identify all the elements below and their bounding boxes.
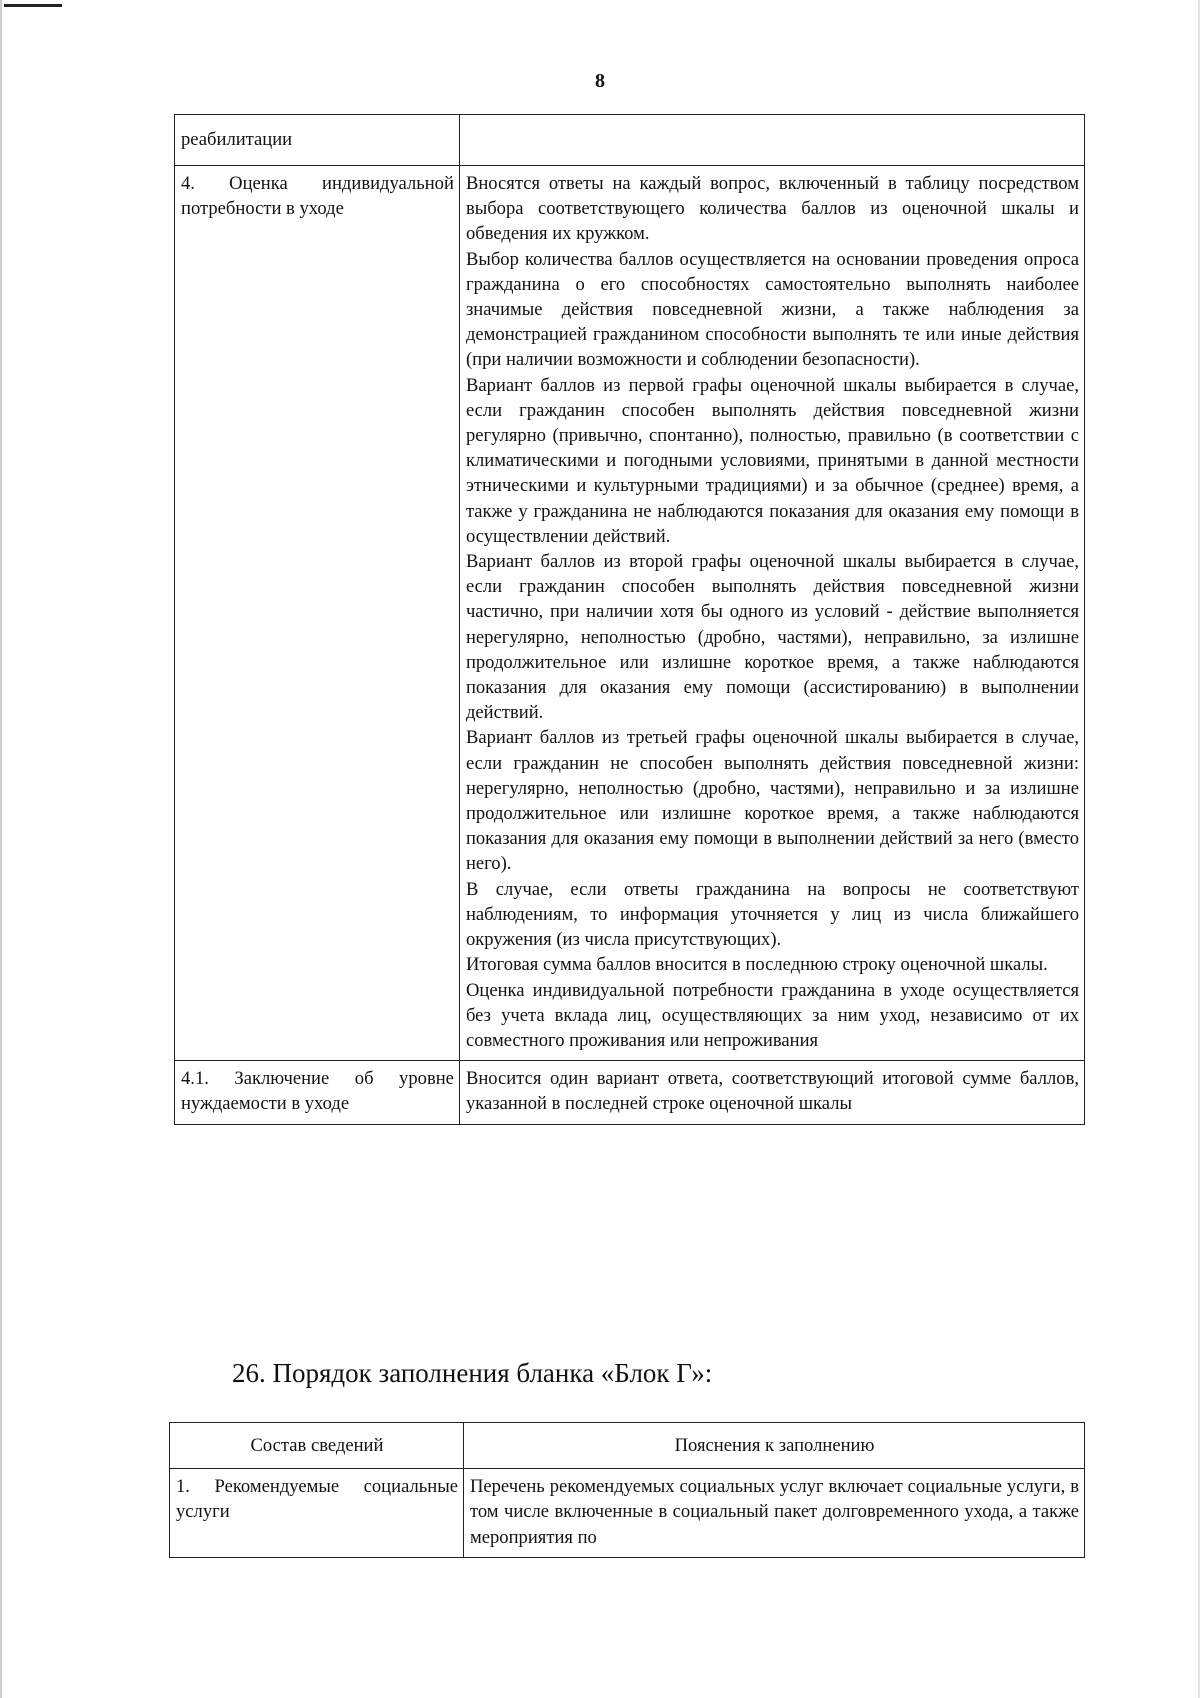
row-label-care-need-conclusion: 4.1. Заключение об уровне нуждаемости в уходе xyxy=(175,1061,460,1124)
table-row xyxy=(175,115,1085,166)
column-header-contents: Состав сведений xyxy=(170,1423,464,1469)
paragraph: Итоговая сумма баллов вносится в последнюю строку оценочной шкалы. xyxy=(465,954,1048,976)
row-explanation-empty xyxy=(459,115,1084,166)
column-header-explanations: Пояснения к заполнению xyxy=(463,1423,1084,1469)
paragraph: Вносятся ответы на каждый вопрос, включенный в таблицу посредством выбора соответствующего количества баллов из оценочной шкалы и обведения их кружком. xyxy=(465,173,1079,245)
paragraph: Вариант баллов из третьей графы оценочной шкалы выбирается в случае, если гражданин не способен выполнять действия повседневной жизни: нерегулярно, неполностью (дробно, частями), неправильно и за излишне продолжительное или излишне короткое время, а также наблюдаются показания для оказания ему помощи в выполнении действий за него (вместо него). xyxy=(465,727,1079,875)
table-row xyxy=(170,1469,1085,1558)
table-header-row xyxy=(170,1423,1085,1469)
table-row xyxy=(175,166,1085,1061)
table-block-v-continuation xyxy=(174,114,1085,1125)
row-label-recommended-services: 1. Рекомендуемые социальные услуги xyxy=(170,1469,464,1558)
paragraph: Выбор количества баллов осуществляется на основании проведения опроса гражданина о его способностях самостоятельно выполнять наиболее значимые действия повседневной жизни, а также наблюдения за демонстрацией гражданином способности выполнять те или иные действия (при наличии возможности и соблюдении безопасности). xyxy=(465,248,1079,371)
row-explanation-recommended-services xyxy=(463,1469,1084,1558)
paragraph: Вносится один вариант ответа, соответствующий итоговой сумме баллов, указанной в последней строке оценочной шкалы xyxy=(465,1068,1079,1115)
row-label-care-need-assessment: 4. Оценка индивидуальной потребности в уходе xyxy=(175,166,460,1061)
section-heading: 26. Порядок заполнения бланка «Блок Г»: xyxy=(232,1358,713,1388)
paragraph: В случае, если ответы гражданина на вопросы не соответствуют наблюдениям, то информация уточняется у лиц из числа ближайшего окружения (из числа присутствующих). xyxy=(465,878,1079,951)
paragraph: Перечень рекомендуемых социальных услуг включает социальные услуги, в том числе включенные в социальный пакет долговременного ухода, а также мероприятия по xyxy=(469,1476,1079,1548)
table-row xyxy=(175,1061,1085,1124)
paragraph: Оценка индивидуальной потребности гражданина в уходе осуществляется без учета вклада лиц, осуществляющих за ним уход, независимо от их совместного проживания или непроживания xyxy=(465,979,1079,1051)
table-block-g xyxy=(169,1422,1085,1558)
paragraph: Вариант баллов из второй графы оценочной шкалы выбирается в случае, если гражданин способен выполнять действия повседневной жизни частично, при наличии хотя бы одного из условий - действие выполняется нерегулярно, неполностью (дробно, частями), неправильно, за излишне продолжительное или излишне короткое время, а также наблюдаются показания для оказания ему помощи (ассистированию) в выполнении действий. xyxy=(465,551,1079,724)
paragraph: Вариант баллов из первой графы оценочной шкалы выбирается в случае, если гражданин способен выполнять действия повседневной жизни регулярно (привычно, спонтанно), полностью, правильно (в соответствии с климатическими и погодными условиями, принятыми в данной местности этническими и культурными традициями) и за обычное (среднее) время, а также у гражданина не наблюдаются показания для оказания ему помощи в осуществлении действий. xyxy=(465,374,1079,547)
page-number: 8 xyxy=(595,70,605,92)
scan-artifact-mark xyxy=(4,4,62,7)
row-explanation-care-need-conclusion xyxy=(459,1061,1084,1124)
scan-left-edge xyxy=(0,0,2,1698)
row-explanation-care-need-assessment xyxy=(459,166,1084,1061)
row-label-rehabilitation: реабилитации xyxy=(175,115,460,166)
